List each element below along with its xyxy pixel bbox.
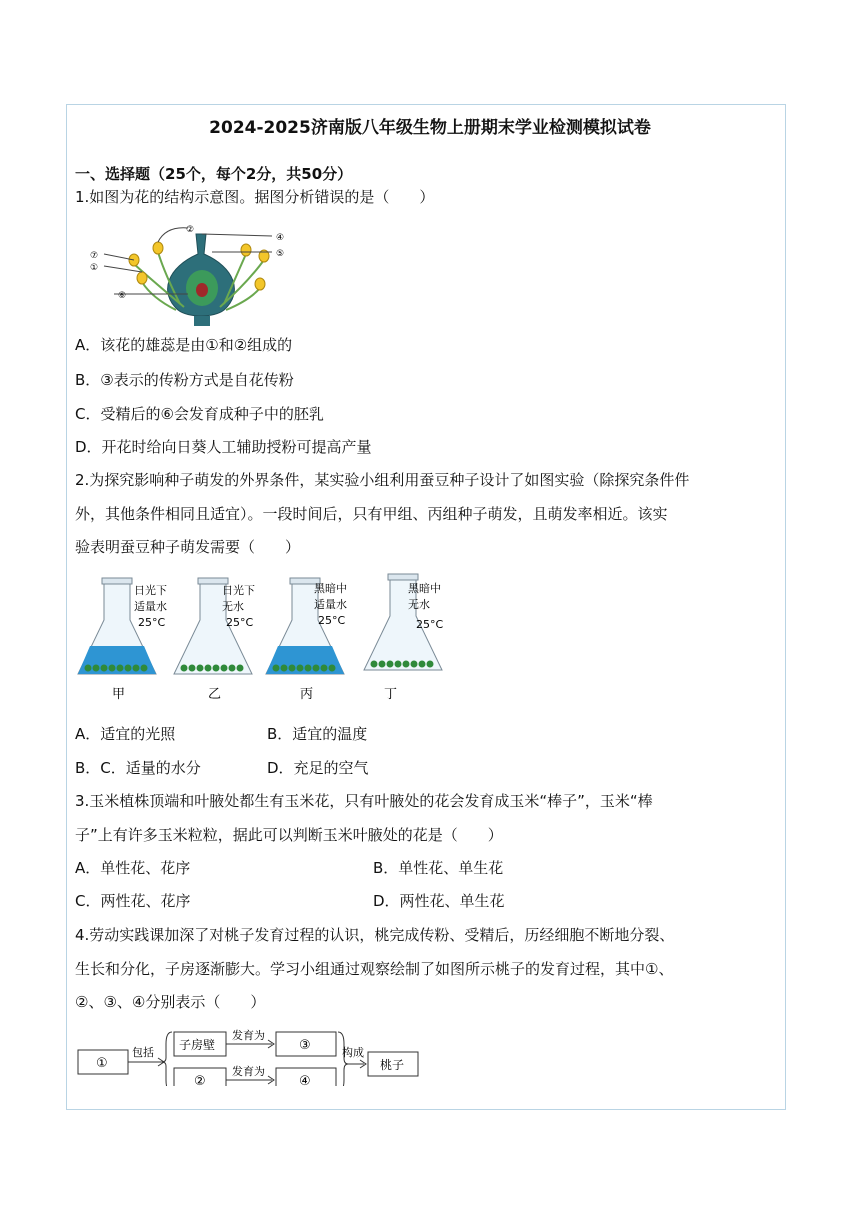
flask-yi-cond-3: 25°C [226,616,254,629]
flower-structure-figure [84,212,294,327]
flower-label-5: ⑤ [276,249,285,259]
flask-jia [78,578,167,702]
q2-stem-line-1: 2.为探究影响种子萌发的外界条件，某实验小组利用蚕豆种子设计了如图实验（除探究条件件 [75,471,690,489]
q4-stem-line-2: 生长和分化，子房逐渐膨大。学习小组通过观察绘制了如图所示桃子的发育过程，其中①、 [75,960,674,978]
q2-option-b: B．适宜的温度 [267,725,368,743]
flask-jia-cond-3: 25°C [138,616,166,629]
diagram-develop-top: 发育为 [232,1029,265,1042]
q2-stem-line-3: 验表明蚕豆种子萌发需要（ ） [75,538,301,556]
flask-jia-name: 甲 [112,687,126,702]
q3-option-c: C．两性花、花序 [75,892,191,910]
flask-experiment-figure [74,566,464,714]
flower-label-2: ② [186,225,195,235]
diagram-label-1: ① [96,1056,108,1071]
diagram-develop-bottom: 发育为 [232,1065,265,1078]
flask-yi-cond-2: 无水 [222,600,244,613]
diagram-include-label: 包括 [132,1046,154,1059]
peach-development-diagram [76,1026,426,1086]
flask-jia-cond-2: 适量水 [134,600,167,613]
diagram-form-label: 构成 [342,1046,364,1059]
page-title: 2024-2025济南版八年级生物上册期末学业检测模拟试卷 [209,118,651,138]
q3-option-b: B．单性花、单生花 [373,859,504,877]
flask-yi-name: 乙 [208,687,222,702]
diagram-result: 桃子 [380,1058,405,1072]
diagram-label-2: ② [194,1074,206,1086]
q1-stem: 1.如图为花的结构示意图。据图分析错误的是（ ） [75,188,435,206]
flask-bing-cond-3: 25°C [318,614,346,627]
embryo-sac-shape [196,283,208,297]
flower-label-4: ④ [276,233,285,243]
diagram-ovary-wall: 子房壁 [179,1038,216,1052]
flower-label-6: ⑥ [118,291,127,301]
q3-option-a: A．单性花、花序 [75,859,191,877]
flower-label-1: ① [90,263,99,273]
q2-option-d: D．充足的空气 [267,759,369,777]
q1-option-c: C．受精后的⑥会发育成种子中的胚乳 [75,405,324,423]
q1-option-a: A．该花的雄蕊是由①和②组成的 [75,336,293,354]
receptacle-shape [194,316,210,326]
q4-stem-line-1: 4.劳动实践课加深了对桃子发育过程的认识，桃完成传粉、受精后，历经细胞不断地分裂、 [75,926,675,944]
q3-stem-line-1: 3.玉米植株顶端和叶腋处都生有玉米花，只有叶腋处的花会发育成玉米“棒子”，玉米“棒 [75,792,653,810]
flask-ding-cond-3: 25°C [416,618,444,631]
flask-ding-cond-2: 无水 [408,598,430,611]
flask-yi [174,578,255,702]
flask-jia-cond-1: 日光下 [134,584,167,597]
flower-label-7: ⑦ [90,251,99,261]
section-heading: 一、选择题（25个，每个2分，共50分） [75,165,353,183]
flask-bing-cond-1: 黑暗中 [314,582,347,595]
flask-ding-cond-1: 黑暗中 [408,582,441,595]
flask-bing-cond-2: 适量水 [314,598,347,611]
flask-ding-name: 丁 [384,687,398,702]
q1-option-b: B．③表示的传粉方式是自花传粉 [75,371,294,389]
diagram-label-3: ③ [299,1038,311,1053]
flask-bing-name: 丙 [300,687,314,702]
q3-stem-line-2: 子”上有许多玉米粒粒，据此可以判断玉米叶腋处的花是（ ） [75,826,503,844]
q2-option-c: B．C．适量的水分 [75,759,201,777]
flask-yi-cond-1: 日光下 [222,584,255,597]
flask-ding [364,574,443,702]
q1-option-d: D．开花时给向日葵人工辅助授粉可提高产量 [75,438,372,456]
diagram-label-4: ④ [299,1074,311,1086]
flask-bing [266,578,347,702]
q3-option-d: D．两性花、单生花 [373,892,505,910]
q4-stem-line-3: ②、③、④分别表示（ ） [75,993,266,1011]
q2-option-a: A．适宜的光照 [75,725,176,743]
q2-stem-line-2: 外，其他条件相同且适宜）。一段时间后，只有甲组、丙组种子萌发，且萌发率相近。该实 [75,505,668,523]
